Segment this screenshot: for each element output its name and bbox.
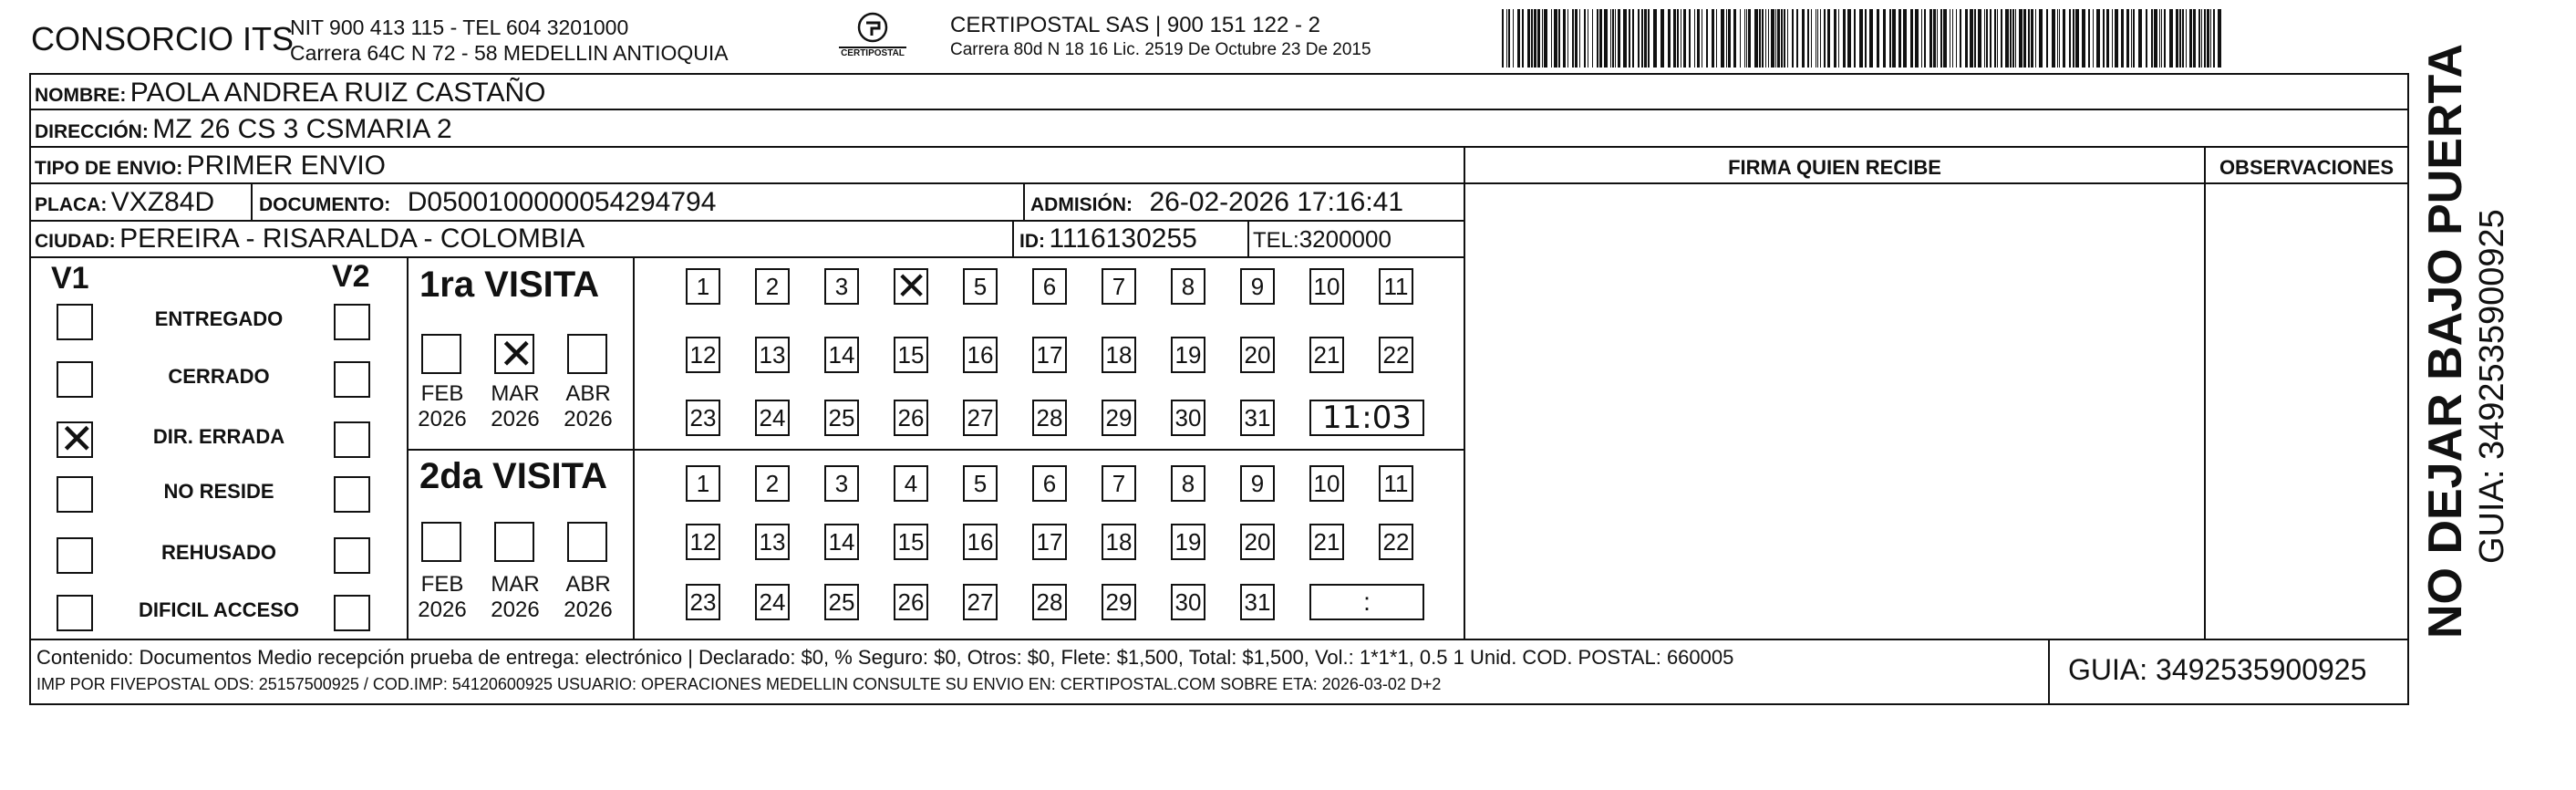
certipostal-address: Carrera 80d N 18 16 Lic. 2519 De Octubre 23 De 2015: [950, 40, 1371, 59]
month-checkbox[interactable]: [567, 334, 607, 374]
placa-row: [35, 187, 214, 218]
day-box[interactable]: 1: [686, 465, 720, 502]
day-box[interactable]: 8: [1171, 465, 1205, 502]
day-box[interactable]: 15: [894, 337, 928, 373]
first-visit-title: 1ra VISITA: [419, 265, 600, 305]
day-box[interactable]: 30: [1171, 400, 1205, 436]
month-checkbox[interactable]: [421, 334, 461, 374]
contenido-text: Contenido: Documentos Medio recepción prueba de entrega: electrónico | Declarado: $0, % Seguro: $0, Otros: $0, Flete: $1,500, Total: $1,500, Vol.: 1*1*1, 0.5 1 Unid. COD. POSTAL: 660005: [36, 646, 1734, 669]
second-visit-time-value: :: [1363, 587, 1371, 616]
v1-checkbox[interactable]: [57, 361, 93, 398]
v2-checkbox[interactable]: [334, 304, 370, 340]
no-dejar-bajo-puerta: NO DEJAR BAJO PUERTA: [2419, 43, 2472, 639]
day-box[interactable]: 10: [1309, 465, 1344, 502]
day-box[interactable]: 6: [1032, 465, 1067, 502]
firma-header: FIRMA QUIEN RECIBE: [1728, 156, 1941, 179]
checkmark-icon: ✕: [59, 414, 95, 463]
id-row: [1019, 223, 1197, 255]
day-box[interactable]: 15: [894, 524, 928, 560]
day-box[interactable]: 28: [1032, 400, 1067, 436]
month-year: 2026: [418, 598, 467, 622]
month-checkbox[interactable]: [494, 329, 534, 379]
month-checkbox[interactable]: [494, 522, 534, 562]
day-box[interactable]: 16: [963, 524, 998, 560]
day-box[interactable]: 19: [1171, 337, 1205, 373]
day-box[interactable]: 2: [755, 465, 790, 502]
day-box[interactable]: 24: [755, 584, 790, 620]
id-value: 1116130255: [1049, 223, 1197, 254]
ciudad-label: CIUDAD:: [35, 231, 116, 252]
second-visit-time[interactable]: [1309, 584, 1424, 620]
day-box[interactable]: 26: [894, 584, 928, 620]
day-box[interactable]: 21: [1309, 524, 1344, 560]
day-box[interactable]: 29: [1102, 400, 1136, 436]
company-nit: NIT 900 413 115 - TEL 604 3201000: [290, 16, 629, 39]
day-box[interactable]: 3: [824, 465, 859, 502]
admision-value: 26-02-2026 17:16:41: [1149, 187, 1404, 217]
month-name: FEB: [420, 381, 464, 406]
status-label: DIFICIL ACCESO: [138, 598, 299, 621]
logo-text: CERTIPOSTAL: [841, 48, 905, 58]
second-visit-title: 2da VISITA: [419, 456, 607, 496]
ciudad-value: PEREIRA - RISARALDA - COLOMBIA: [119, 223, 585, 254]
day-box[interactable]: 7: [1102, 465, 1136, 502]
nombre-row: [35, 78, 545, 109]
status-label: DIR. ERRADA: [152, 425, 285, 448]
v2-header: V2: [332, 259, 370, 294]
month-year: 2026: [564, 407, 613, 431]
v1-checkbox[interactable]: [57, 537, 93, 574]
status-label: REHUSADO: [161, 541, 276, 564]
day-box[interactable]: 19: [1171, 524, 1205, 560]
day-box[interactable]: 27: [963, 584, 998, 620]
month-label: [483, 572, 547, 623]
nombre-value: PAOLA ANDREA RUIZ CASTAÑO: [129, 78, 546, 108]
day-box[interactable]: 8: [1171, 268, 1205, 305]
day-box[interactable]: 24: [755, 400, 790, 436]
month-checkbox[interactable]: [567, 522, 607, 562]
v2-checkbox[interactable]: [334, 595, 370, 631]
month-label: [410, 381, 474, 432]
v2-checkbox[interactable]: [334, 537, 370, 574]
documento-row: [259, 187, 716, 218]
direccion-row: [35, 114, 452, 145]
month-name: FEB: [420, 572, 464, 597]
direccion-value: MZ 26 CS 3 CSMARIA 2: [152, 114, 452, 144]
day-box[interactable]: 25: [824, 400, 859, 436]
documento-label: DOCUMENTO:: [259, 194, 391, 215]
guia-footer: GUIA: 3492535900925: [2068, 653, 2367, 686]
day-box[interactable]: 3: [824, 268, 859, 305]
v1-header: V1: [51, 261, 89, 296]
day-box[interactable]: 9: [1240, 465, 1275, 502]
tipo-value: PRIMER ENVIO: [186, 151, 387, 181]
company-name: CONSORCIO ITS: [31, 20, 295, 57]
v2-checkbox[interactable]: [334, 476, 370, 513]
day-box[interactable]: 13: [755, 524, 790, 560]
imp-text: IMP POR FIVEPOSTAL ODS: 25157500925 / COD.IMP: 54120600925 USUARIO: OPERACIONES MEDELLIN CONSULTE SU ENVIO EN: CERTIPOSTAL.COM SOBRE ETA: 2026-03-02 D+2: [36, 675, 1442, 693]
month-label: [483, 381, 547, 432]
month-name: ABR: [565, 381, 611, 406]
month-name: ABR: [565, 572, 611, 597]
month-year: 2026: [418, 407, 467, 431]
day-box[interactable]: 5: [963, 465, 998, 502]
day-box[interactable]: ✕: [895, 264, 928, 308]
day-box[interactable]: 18: [1102, 524, 1136, 560]
tel-row: [1253, 225, 1391, 254]
day-box[interactable]: 23: [686, 400, 720, 436]
day-box[interactable]: 17: [1032, 524, 1067, 560]
side-guia: GUIA: 3492535900925: [2473, 209, 2511, 564]
month-year: 2026: [491, 407, 540, 431]
day-box[interactable]: 6: [1032, 268, 1067, 305]
company-address: Carrera 64C N 72 - 58 MEDELLIN ANTIOQUIA: [290, 41, 729, 65]
day-box[interactable]: 30: [1171, 584, 1205, 620]
documento-value: D0500100000054294794: [407, 187, 717, 217]
status-label: NO RESIDE: [163, 480, 274, 503]
v1-checkbox[interactable]: [57, 414, 95, 463]
day-box[interactable]: 1: [686, 268, 720, 305]
observaciones-header: OBSERVACIONES: [2219, 156, 2395, 179]
v1-checkbox[interactable]: [57, 476, 93, 513]
tipo-row: [35, 151, 386, 182]
day-box[interactable]: 20: [1240, 337, 1275, 373]
day-box[interactable]: 14: [824, 524, 859, 560]
checkmark-icon: ✕: [499, 329, 534, 379]
month-label: [556, 381, 620, 432]
day-box[interactable]: 31: [1240, 584, 1275, 620]
status-label: ENTREGADO: [154, 307, 284, 330]
month-year: 2026: [491, 598, 540, 622]
month-label: [556, 572, 620, 623]
barcode: [1500, 9, 2229, 68]
admision-label: ADMISIÓN:: [1030, 194, 1133, 215]
certipostal-logo: [832, 9, 914, 64]
day-box[interactable]: 29: [1102, 584, 1136, 620]
day-box[interactable]: 16: [963, 337, 998, 373]
first-visit-time[interactable]: [1309, 400, 1424, 436]
v2-checkbox[interactable]: [334, 421, 370, 458]
day-box[interactable]: 31: [1240, 400, 1275, 436]
admision-row: [1030, 187, 1403, 218]
day-box[interactable]: 25: [824, 584, 859, 620]
day-box[interactable]: 13: [755, 337, 790, 373]
v1-checkbox[interactable]: [57, 595, 93, 631]
day-box[interactable]: 10: [1309, 268, 1344, 305]
month-checkbox[interactable]: [421, 522, 461, 562]
day-box[interactable]: 4: [894, 465, 928, 502]
month-name: MAR: [491, 572, 540, 597]
day-box[interactable]: 12: [686, 337, 720, 373]
direccion-label: DIRECCIÓN:: [35, 121, 149, 142]
day-box[interactable]: 11: [1379, 465, 1413, 502]
month-label: [410, 572, 474, 623]
tel-label: TEL:: [1253, 228, 1299, 253]
day-box[interactable]: 14: [824, 337, 859, 373]
day-box[interactable]: 22: [1379, 337, 1413, 373]
placa-label: PLACA:: [35, 194, 108, 215]
day-box[interactable]: 27: [963, 400, 998, 436]
first-visit-time-value: 11:03: [1322, 400, 1412, 436]
day-box[interactable]: 23: [686, 584, 720, 620]
day-box[interactable]: 28: [1032, 584, 1067, 620]
day-box[interactable]: 20: [1240, 524, 1275, 560]
day-box[interactable]: 7: [1102, 268, 1136, 305]
day-box[interactable]: 21: [1309, 337, 1344, 373]
day-box[interactable]: 26: [894, 400, 928, 436]
v2-checkbox[interactable]: [334, 361, 370, 398]
day-box[interactable]: 18: [1102, 337, 1136, 373]
nombre-label: NOMBRE:: [35, 85, 127, 106]
id-label: ID:: [1019, 231, 1045, 252]
placa-value: VXZ84D: [110, 187, 215, 217]
day-box[interactable]: 22: [1379, 524, 1413, 560]
tel-value: 3200000: [1298, 225, 1391, 253]
day-box[interactable]: 2: [755, 268, 790, 305]
day-box[interactable]: 5: [963, 268, 998, 305]
tipo-label: TIPO DE ENVIO:: [35, 158, 183, 179]
month-year: 2026: [564, 598, 613, 622]
ciudad-row: [35, 223, 585, 255]
certipostal-line: CERTIPOSTAL SAS | 900 151 122 - 2: [950, 13, 1320, 37]
status-label: CERRADO: [168, 365, 270, 388]
day-box[interactable]: 9: [1240, 268, 1275, 305]
v1-checkbox[interactable]: [57, 304, 93, 340]
month-name: MAR: [491, 381, 540, 406]
day-box[interactable]: 12: [686, 524, 720, 560]
day-box[interactable]: 17: [1032, 337, 1067, 373]
day-box[interactable]: 11: [1379, 268, 1413, 305]
